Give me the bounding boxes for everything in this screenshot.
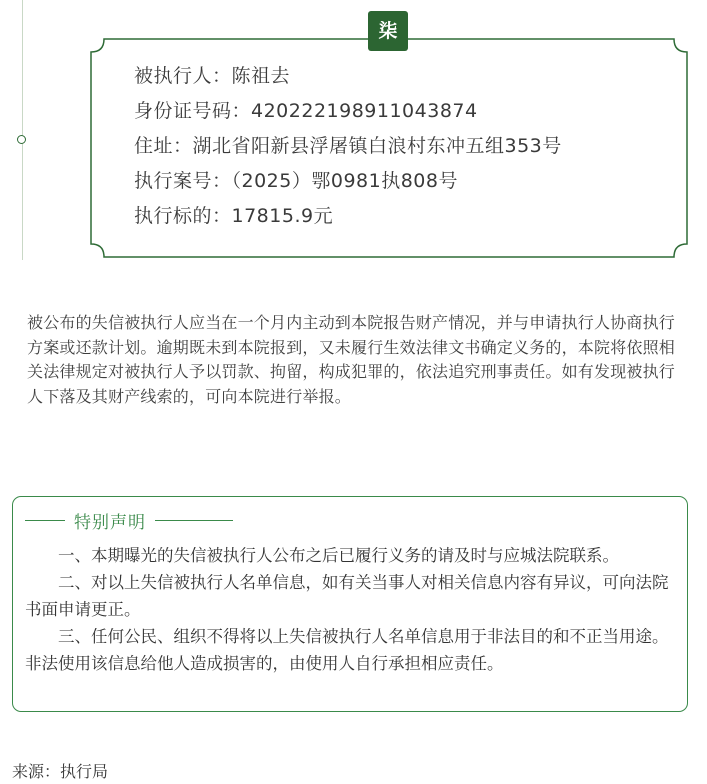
statement-body [25,542,680,677]
statement-item: 三、任何公民、组织不得将以上失信被执行人名单信息用于非法目的和不正当用途。非法使用该信息给他人造成损害的，由使用人自行承担相应责任。 [25,627,669,673]
statement-item: 一、本期曝光的失信被执行人公布之后已履行义务的请及时与应城法院联系。 [58,546,619,565]
left-decorative-rail [22,0,23,260]
source-credit: 来源：执行局 [12,762,109,781]
statement-heading [25,507,233,533]
card-body [134,59,668,234]
statement-title: 特别声明 [74,512,146,533]
debtor-address: 住址：湖北省阳新县浮屠镇白浪村东冲五组353号 [134,135,562,157]
statement-item: 二、对以上失信被执行人名单信息，如有关当事人对相关信息内容有异议，可向法院书面申请更正。 [25,573,669,619]
debtor-name: 被执行人：陈祖去 [134,65,291,87]
rail-circle-ornament [17,135,26,144]
notice-paragraph: 被公布的失信被执行人应当在一个月内主动到本院报告财产情况，并与申请执行人协商执行方案或还款计划。逾期既未到本院报到，又未履行生效法律文书确定义务的，本院将依照相关法律规定对被执行人予以罚款、拘留，构成犯罪的，依法追究刑事责任。如有发现被执行人下落及其财产线索的，可向本院进行举报。 [27,313,676,406]
execution-amount: 执行标的：17815.9元 [134,205,334,227]
debtor-info-card [90,20,688,258]
special-statement-box [12,496,688,712]
card-number-badge: 柒 [368,11,408,51]
heading-divider-right [155,520,233,521]
debtor-id-number: 身份证号码：420222198911043874 [134,100,478,122]
heading-divider-left [25,520,65,521]
case-number: 执行案号：（2025）鄂0981执808号 [134,170,458,192]
